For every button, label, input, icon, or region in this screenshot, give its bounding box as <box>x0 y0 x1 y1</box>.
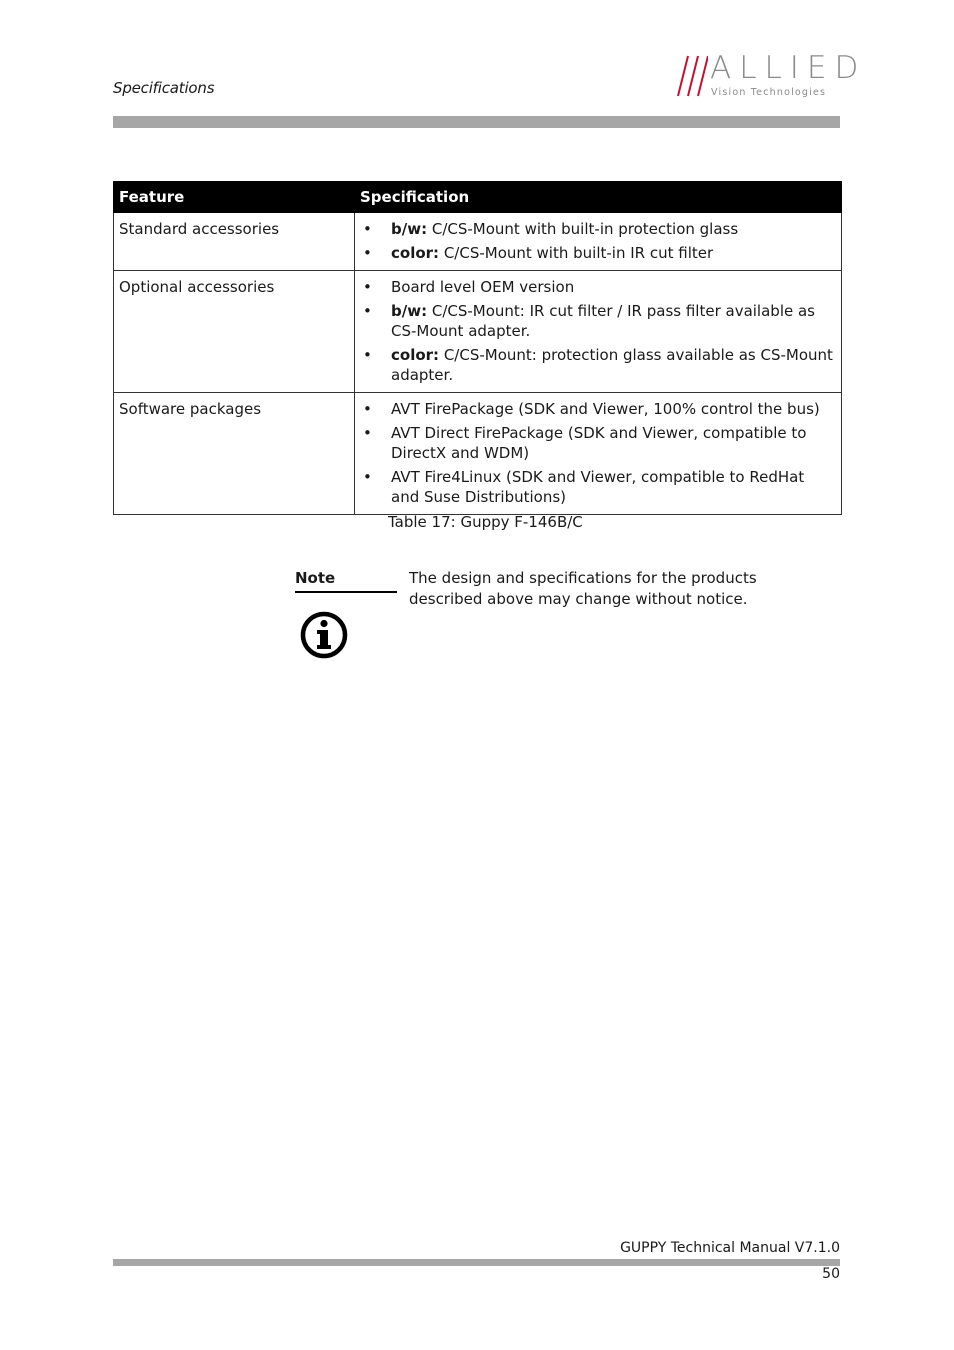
table-row <box>114 393 842 515</box>
footer-manual-title: GUPPY Technical Manual V7.1.0 <box>620 1240 840 1256</box>
note-text: The design and specifications for the products described above may change without notice. <box>409 569 757 608</box>
spec-item-text: C/CS-Mount with built-in protection glass <box>427 220 739 238</box>
feature-cell: Optional accessories <box>114 271 355 393</box>
spec-item-label: color: <box>391 244 440 262</box>
spec-table <box>113 181 842 515</box>
spec-item-label: b/w: <box>391 302 428 320</box>
spec-item-text: AVT Fire4Linux (SDK and Viewer, compatible to RedHat and Suse Distributions) <box>391 468 809 506</box>
spec-list <box>360 399 836 507</box>
spec-list-item <box>360 399 836 419</box>
note-label: Note <box>295 569 397 593</box>
header-specification: Specification <box>355 182 842 213</box>
specification-cell <box>355 271 842 393</box>
footer-rule <box>113 1259 840 1266</box>
logo-wordmark: ALLIED <box>710 50 867 86</box>
spec-list-item <box>360 219 836 239</box>
table-row <box>114 213 842 271</box>
specification-cell <box>355 393 842 515</box>
spec-item-text: AVT Direct FirePackage (SDK and Viewer, compatible to DirectX and WDM) <box>391 424 812 462</box>
section-title: Specifications <box>113 79 215 97</box>
spec-list-item <box>360 301 836 341</box>
spec-list <box>360 277 836 385</box>
spec-list-item <box>360 277 836 297</box>
logo-slashes-icon <box>668 54 708 98</box>
spec-item-label: color: <box>391 346 440 364</box>
spec-item-text: C/CS-Mount: protection glass available as CS-Mount adapter. <box>391 346 838 384</box>
feature-cell: Standard accessories <box>114 213 355 271</box>
logo-subtitle: Vision Technologies <box>711 87 827 98</box>
spec-item-text: AVT FirePackage (SDK and Viewer, 100% control the bus) <box>391 400 820 418</box>
spec-list-item <box>360 423 836 463</box>
spec-list-item <box>360 243 836 263</box>
spec-item-label: b/w: <box>391 220 428 238</box>
allied-logo <box>668 50 867 100</box>
table-row <box>114 271 842 393</box>
spec-list-item <box>360 345 836 385</box>
spec-list-item <box>360 467 836 507</box>
table-caption: Table 17: Guppy F-146B/C <box>388 513 583 531</box>
info-icon <box>300 611 348 659</box>
feature-cell: Software packages <box>114 393 355 515</box>
header-rule <box>113 116 840 128</box>
header-feature: Feature <box>114 182 355 213</box>
spec-item-text: Board level OEM version <box>391 278 575 296</box>
page-number: 50 <box>822 1266 840 1282</box>
spec-list <box>360 219 836 263</box>
spec-item-text: C/CS-Mount: IR cut filter / IR pass filter available as CS-Mount adapter. <box>391 302 820 340</box>
specification-cell <box>355 213 842 271</box>
spec-item-text: C/CS-Mount with built-in IR cut filter <box>439 244 714 262</box>
table-header-row <box>114 182 842 213</box>
